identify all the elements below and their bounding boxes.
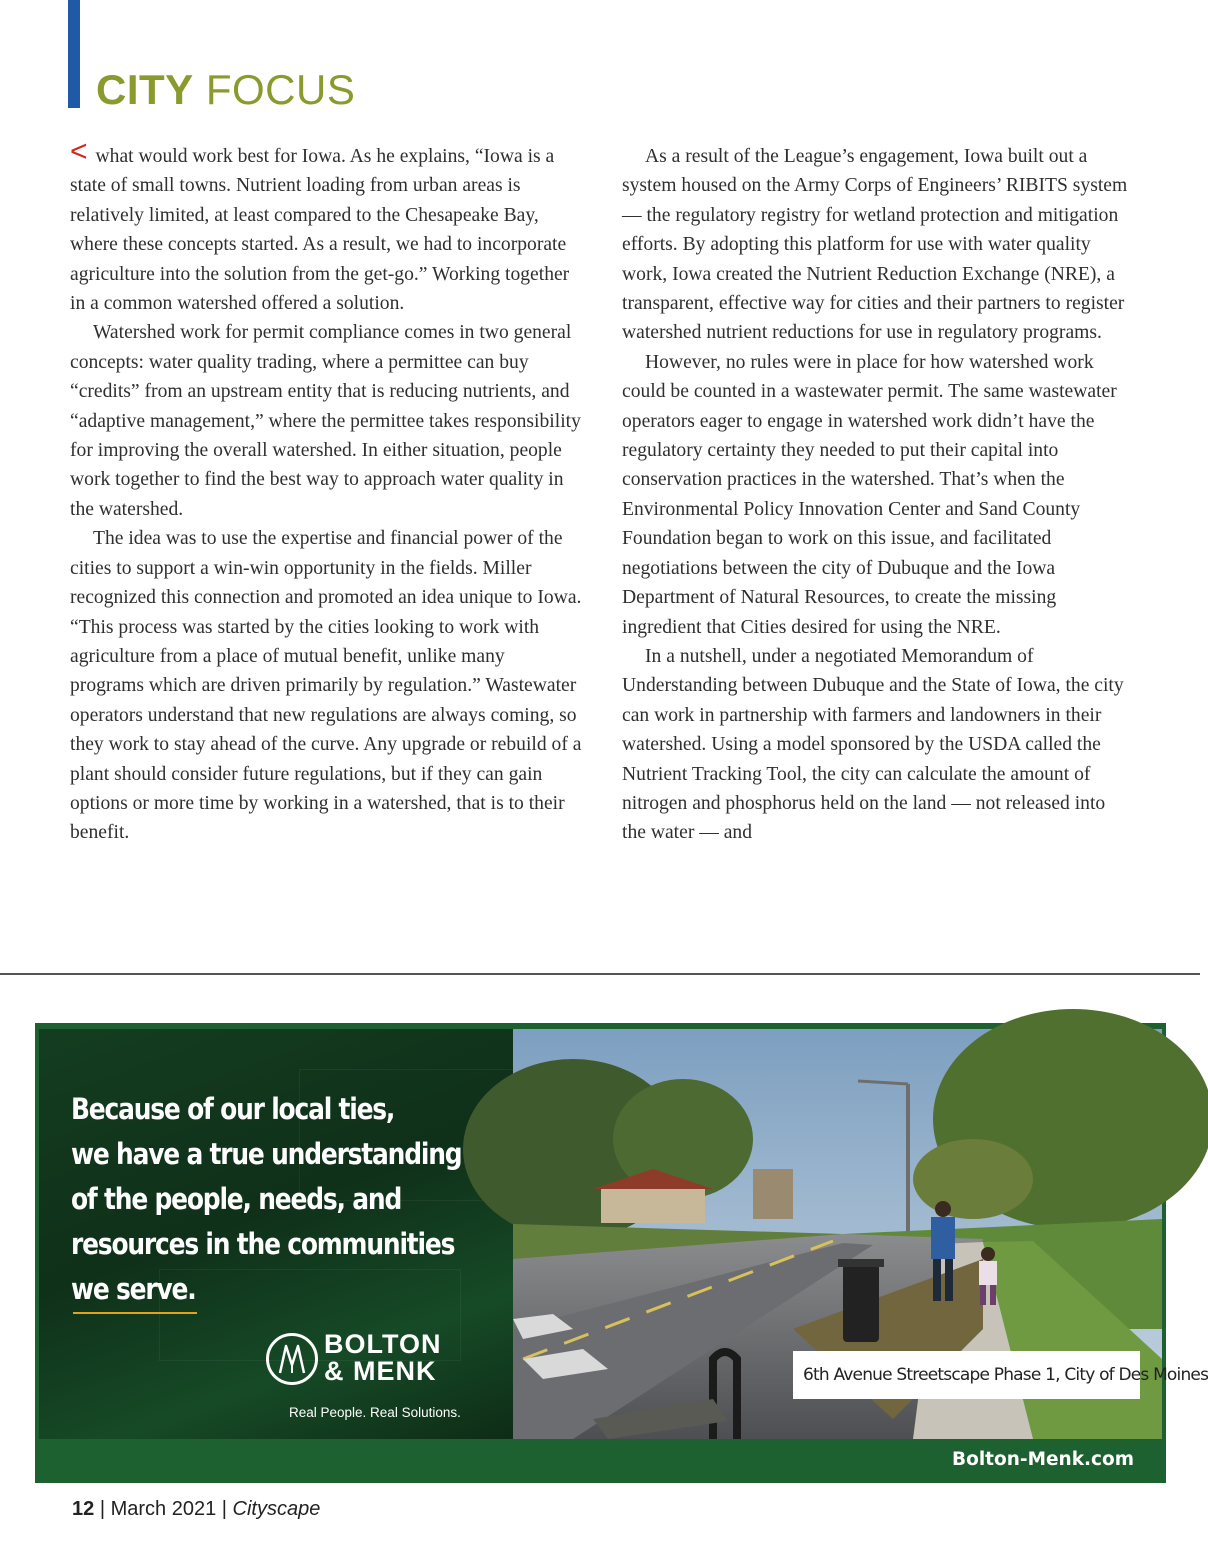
ad-headline-line: we serve.	[71, 1272, 196, 1306]
article-paragraph: As a result of the League’s engagement, Iowa built out a system housed on the Army Corps of Engineers’ RIBITS system — the regulatory registry for wetland protection and mitigation efforts. By adopting this platform for use with water quality work, Iowa created the Nutrient Reduction Exchange (NRE), a transparent, effective way for cities and their partners to register watershed nutrient reductions for use in regulatory programs.	[622, 146, 1128, 344]
section-accent-bar	[68, 0, 80, 108]
photo-caption: 6th Avenue Streetscape Phase 1, City of Des Moines	[793, 1351, 1140, 1399]
paragraph-text: what would work best for Iowa. As he explains, “Iowa is a state of small towns. Nutrient loading from urban areas is relatively limited, at least compared to the Chesapeake Bay, where these concepts started. As a result, we had to incorporate agriculture into the solution from the get-go.” Working together in a common watershed offered a solution.	[70, 146, 570, 315]
ad-headline-line: Because of our local ties,	[71, 1092, 395, 1126]
logo-line: BOLTON	[324, 1329, 442, 1359]
footer-separator: |	[99, 1498, 106, 1520]
footer-separator: |	[221, 1498, 227, 1520]
article-paragraph	[70, 135, 582, 318]
article-column-left	[70, 135, 582, 848]
headline-underline	[73, 1312, 197, 1314]
ad-tagline: Real People. Real Solutions.	[289, 1405, 461, 1420]
page-number: 12	[72, 1498, 95, 1520]
ad-headline	[71, 1087, 462, 1312]
section-title-rest: FOCUS	[205, 66, 356, 113]
article-paragraph: Watershed work for permit compliance comes in two general concepts: water quality trading, where a permittee can buy “credits” from an upstream entity that is reducing nutrients, and “adaptive management,” where the permittee takes responsibility for improving the overall watershed. In either situation, people work together to find the best way to approach water quality in the watershed.	[70, 322, 581, 520]
ad-headline-line: of the people, needs, and	[71, 1182, 402, 1216]
ad-headline-line: we have a true understanding	[71, 1137, 462, 1171]
section-title	[96, 66, 355, 114]
ad-headline-line: resources in the communities	[71, 1227, 455, 1261]
issue-date: March 2021	[110, 1498, 217, 1520]
bolton-menk-logo-icon	[266, 1333, 318, 1385]
page-footer	[72, 1498, 320, 1521]
continued-from-marker: <	[70, 135, 88, 168]
article-column-right	[622, 142, 1134, 848]
article-paragraph: However, no rules were in place for how watershed work could be counted in a wastewater permit. The same wastewater operators eager to engage in watershed work didn’t have the regulatory certainty they needed to put their capital into conservation practices in the watershed. That’s when the Environmental Policy Innovation Center and Sand County Foundation began to work on this issue, and facilitated negotiations between the city of Dubuque and the Iowa Department of Natural Resources, to create the missing ingredient that Cities desired for using the NRE.	[622, 351, 1117, 638]
ad-photo-streetscape	[513, 1029, 1208, 1439]
page-divider	[0, 973, 1200, 975]
ad-website-link[interactable]: Bolton-Menk.com	[952, 1449, 1134, 1470]
article-paragraph: The idea was to use the expertise and financial power of the cities to support a win-win opportunity in the fields. Miller recognized this connection and promoted an idea unique to Iowa. “This process was started by the cities looking to work with agriculture from a place of mutual benefit, unlike many programs which are driven primarily by regulation.” Wastewater operators understand that new regulations are always coming, so they work to stay ahead of the curve. Any upgrade or rebuild of a plant should consider future regulations, but if they can gain options or more time by working in a watershed, that is to their benefit.	[70, 528, 582, 844]
advertisement[interactable]	[35, 1023, 1208, 1483]
logo-line: & MENK	[324, 1356, 437, 1386]
logo-wordmark	[324, 1331, 442, 1385]
publication-name: Cityscape	[232, 1498, 321, 1520]
section-title-bold: CITY	[96, 66, 194, 113]
ad-text-panel	[39, 1029, 513, 1439]
article-paragraph: In a nutshell, under a negotiated Memorandum of Understanding between Dubuque and the State of Iowa, the city can work in partnership with farmers and landowners in their watershed. Using a model sponsored by the USDA called the Nutrient Tracking Tool, the city can calculate the amount of nitrogen and phosphorus held on the land — not released into the water — and	[622, 645, 1124, 844]
